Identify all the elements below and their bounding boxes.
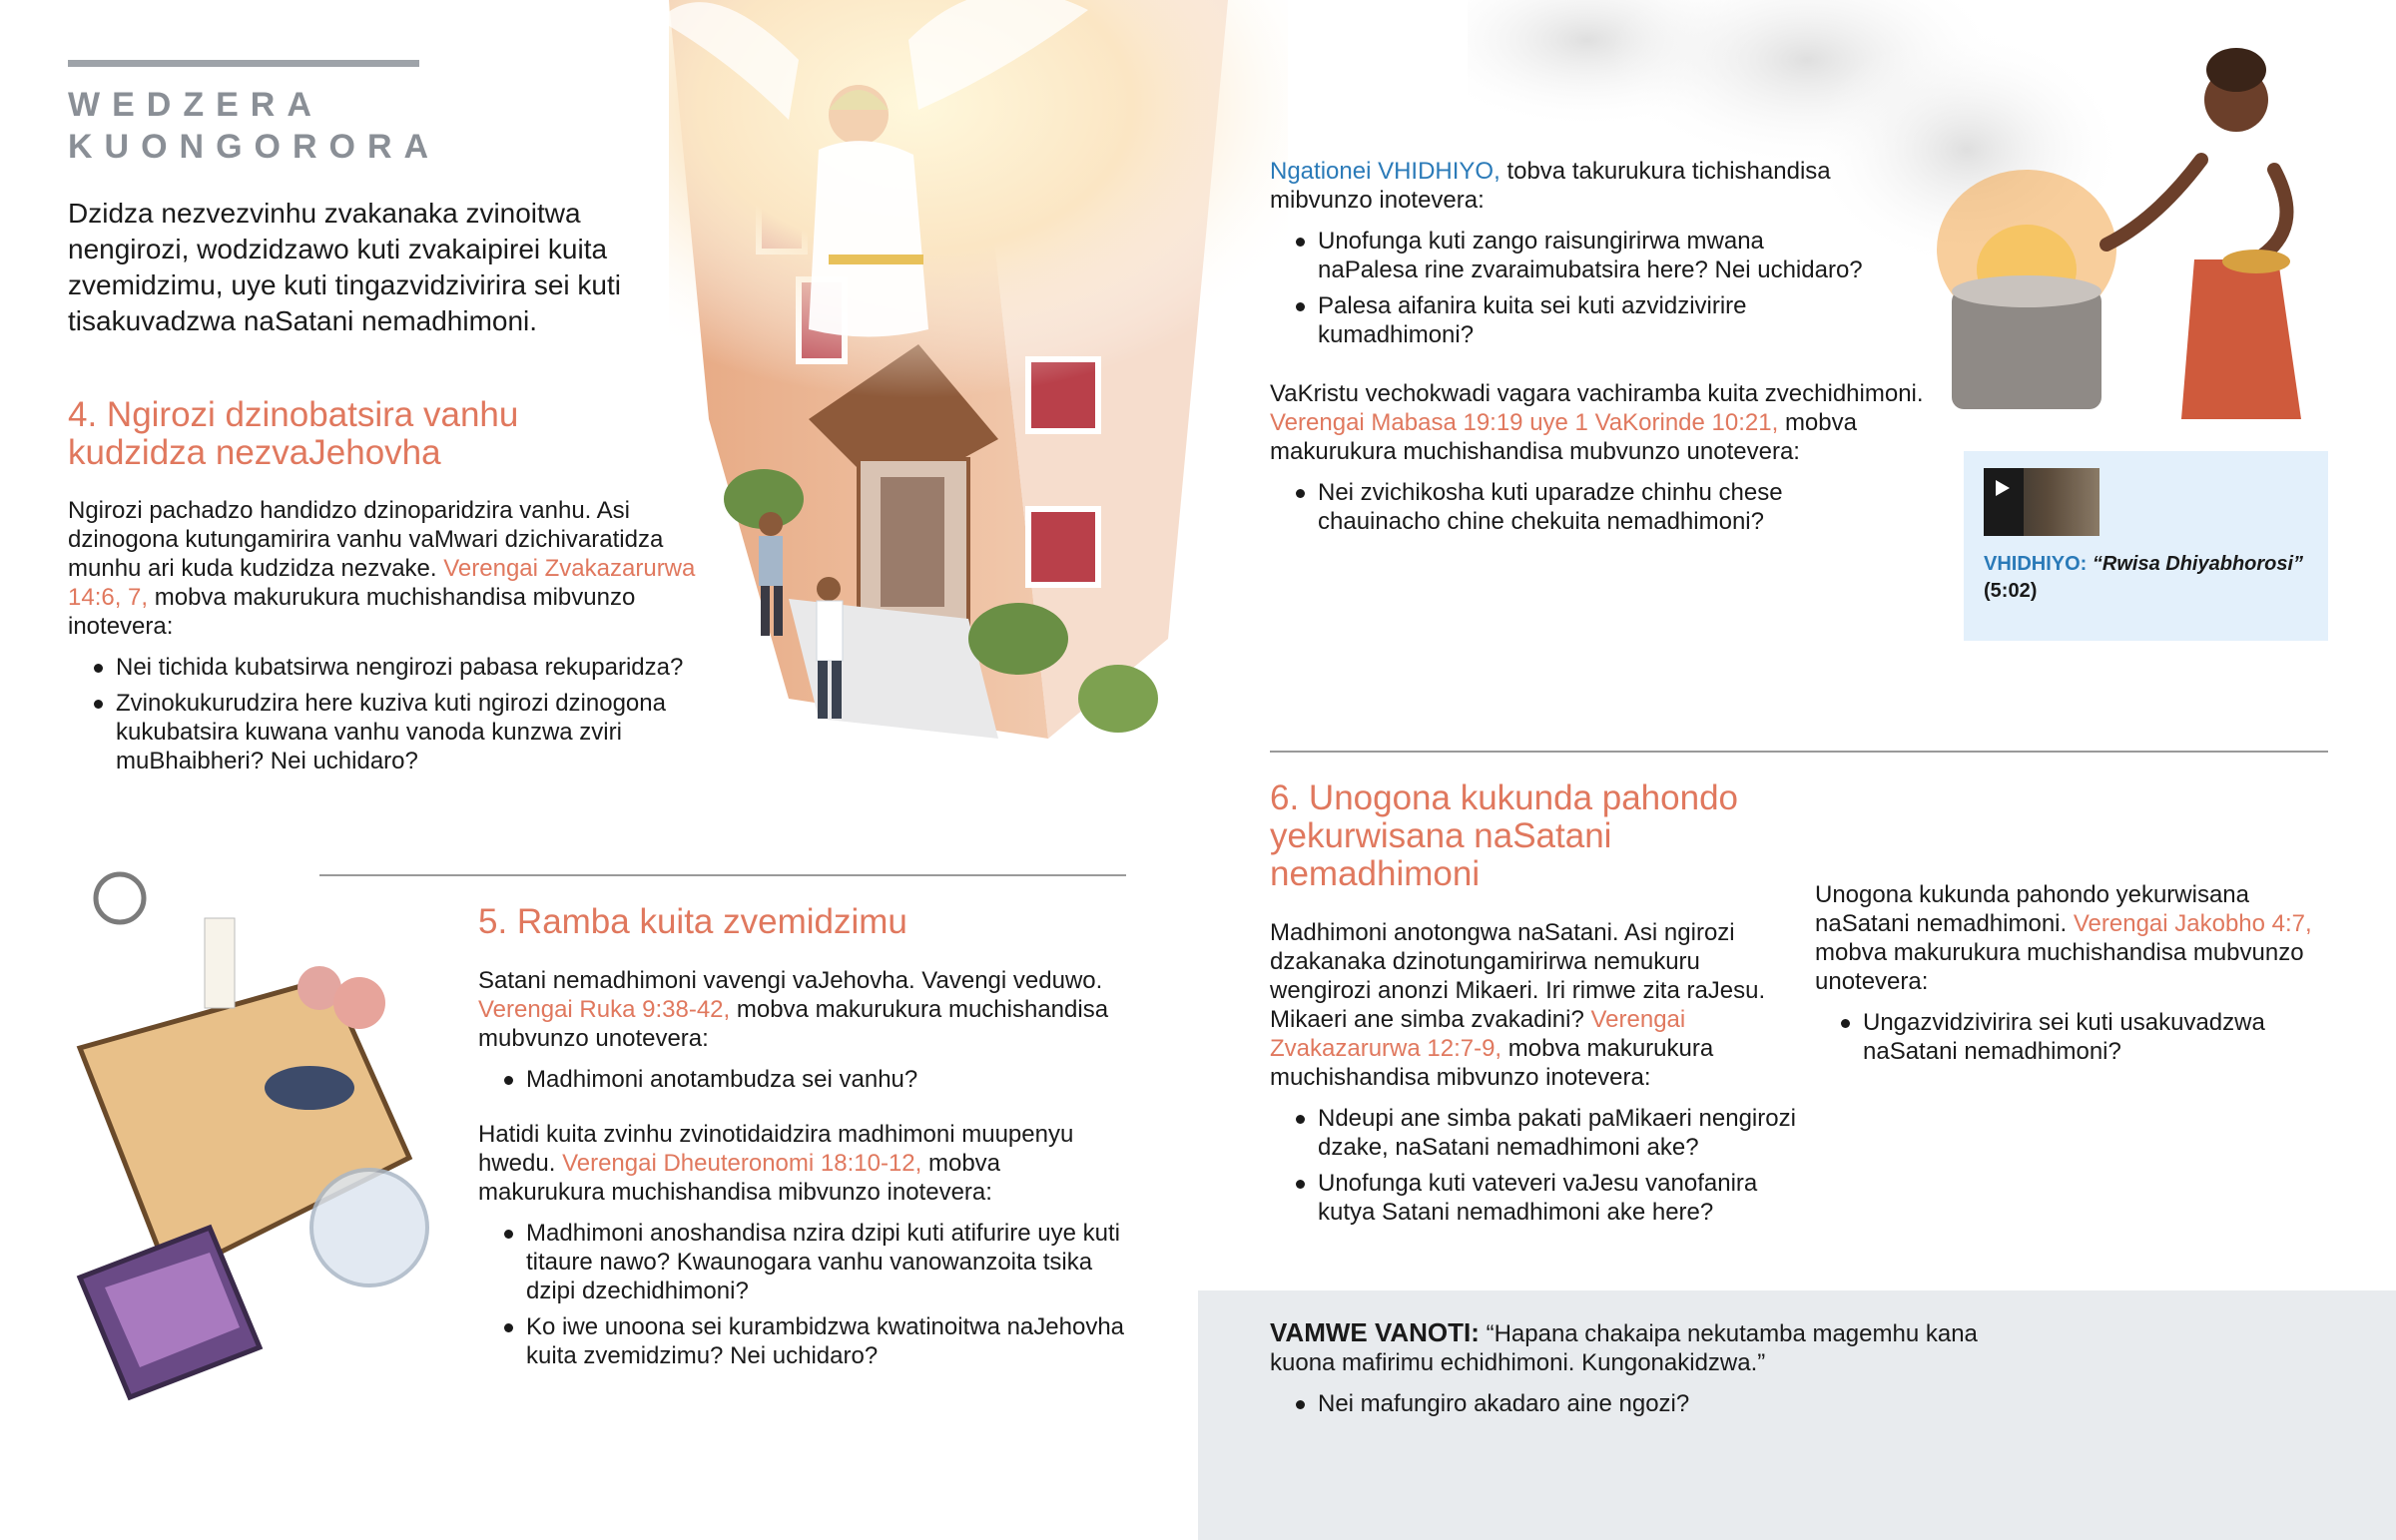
list-item: Zvinokukurudzira here kuziva kuti ngirozi dzinogona kukubatsira kuwana vanhu vanoda kunzwa zviri muBhaibheri? Nei uchidaro? (68, 689, 722, 775)
video-discussion-paragraph (1270, 379, 1929, 466)
video-discussion-lead (1270, 157, 1929, 215)
video-questions-1 (1270, 227, 1909, 349)
section-5-para2-text: Hatidi kuita zvinhu zvinotidaidzira madhimoni muupenyu hwedu. (478, 1121, 1074, 1177)
list-item: Madhimoni anotambudza sei vanhu? (478, 1065, 1127, 1094)
intro-text: Dzidza nezvezvinhu zvakanaka zvinoitwa nengirozi, wodzidzawo kuti zvakaipirei kuita zvemidzimu, uye kuti tingazvidzivirira sei kuti tisakuvadzwa naSatani nemadhimoni. (68, 198, 621, 336)
section-5-questions-1 (478, 1065, 1127, 1094)
list-item: Ungazvidzivirira sei kuti usakuvadzwa naSatani nemadhimoni? (1815, 1008, 2334, 1066)
video-label: VHIDHIYO: (1984, 553, 2088, 575)
section-5-body (478, 966, 1127, 1370)
section-5-scripture-ref-1[interactable]: Verengai Ruka 9:38-42, (478, 996, 731, 1023)
section-5-title: 5. Ramba kuita zvemidzimu (478, 902, 907, 941)
section-label (68, 84, 440, 168)
section-5-paragraph-2 (478, 1120, 1127, 1207)
list-item: Unofunga kuti vateveri vaJesu vanofanira kutya Satani nemadhimoni ake here? (1270, 1169, 1799, 1227)
section-6-questions (1270, 1104, 1799, 1227)
section-6-right-questions (1815, 1008, 2334, 1066)
header-top-rule (68, 60, 419, 67)
angel-house-illustration (669, 0, 1288, 788)
section-6-right-para-tail: mobva makurukura muchishandisa mubvunzo unotevera: (1815, 939, 2304, 995)
list-item: Unofunga kuti zango raisungirirwa mwana naPalesa rine zvaraimubatsira here? Nei uchidaro? (1270, 227, 1909, 284)
others-say-quote (1270, 1318, 1989, 1377)
video-scripture-ref[interactable]: Verengai Mabasa 19:19 uye 1 VaKorinde 10:21, (1270, 409, 1779, 436)
section-6-right-para-text: Unogona kukunda pahondo yekurwisana naSatani nemadhimoni. (1815, 881, 2249, 937)
section-6-right-scripture-ref[interactable]: Verengai Jakobho 4:7, (2073, 910, 2312, 937)
list-item: Nei tichida kubatsirwa nengirozi pabasa rekuparidza? (68, 653, 722, 682)
section-5-para1-text: Satani nemadhimoni vavengi vaJehovha. Vavengi veduwo. (478, 967, 1103, 994)
section-4-title (68, 396, 667, 472)
section-5-questions-2 (478, 1219, 1127, 1370)
section-6-para-tail: mobva makurukura muchishandisa mibvunzo inotevera: (1270, 1035, 1714, 1091)
section-4-para-tail: mobva makurukura muchishandisa mibvunzo inotevera: (68, 584, 636, 640)
section-5-scripture-ref-2[interactable]: Verengai Dheuteronomi 18:10-12, (562, 1150, 922, 1177)
section-6-title-line2: yekurwisana naSatani (1270, 816, 1612, 855)
others-say-questions (1270, 1389, 1989, 1418)
list-item: Ko iwe unoona sei kurambidzwa kwatinoitwa naJehovha kuita zvemidzimu? Nei uchidaro? (478, 1312, 1127, 1370)
section-6-title-line1: 6. Unogona kukunda pahondo (1270, 778, 1739, 817)
video-questions-2 (1270, 478, 1909, 536)
section-4-body (68, 496, 722, 775)
section-4-scripture-ref[interactable]: Verengai Zvakazarurwa 14:6, 7, (68, 555, 696, 611)
section-6-scripture-ref[interactable]: Verengai Zvakazarurwa 12:7-9, (1270, 1006, 1686, 1062)
occult-objects-illustration (60, 858, 479, 1437)
list-item: Ndeupi ane simba pakati paMikaeri nengirozi dzake, naSatani nemadhimoni ake? (1270, 1104, 1799, 1162)
section-6-para-text: Madhimoni anotongwa naSatani. Asi ngirozi dzakanaka dzinotungamirirwa nemukuru wengirozi anonzi Mikaeri. Iri rimwe zita raJesu. Mikaeri ane simba zvakadini? (1270, 919, 1766, 1033)
list-item: Palesa aifanira kuita sei kuti azvidzivirire kumadhimoni? (1270, 291, 1909, 349)
video-para-tail: mobva makurukura muchishandisa mubvunzo unotevera: (1270, 409, 1857, 465)
others-say-box (1198, 1290, 2396, 1540)
section-6-title (1270, 779, 1829, 893)
section-6-right-paragraph (1815, 880, 2334, 996)
others-say-label: VAMWE VANOTI: (1270, 1317, 1480, 1347)
section-4-title-line2: kudzidza nezvaJehovha (68, 433, 441, 472)
section-4-questions (68, 653, 722, 775)
section-label-line1: WEDZERA (68, 86, 323, 124)
section-6-body-left (1270, 918, 1799, 1227)
section-4-title-line1: 4. Ngirozi dzinobatsira vanhu (68, 395, 519, 434)
section-5-para1-tail: mobva makurukura muchishandisa mubvunzo unotevera: (478, 996, 1109, 1052)
section-6-title-line3: nemadhimoni (1270, 854, 1481, 893)
video-caption (1984, 551, 2303, 605)
video-lead-tail: tobva takurukura tichishandisa mibvunzo inotevera: (1270, 158, 1831, 214)
section-label-line2: KUONGORORA (68, 128, 441, 166)
video-thumbnail[interactable] (1984, 468, 2099, 536)
list-item: Nei mafungiro akadaro aine ngozi? (1270, 1389, 1989, 1418)
section-5-para2-tail: mobva makurukura muchishandisa mibvunzo inotevera: (478, 1150, 1001, 1206)
video-link[interactable]: Ngationei VHIDHIYO, (1270, 158, 1500, 185)
section-6-rule (1270, 751, 2328, 753)
section-4-paragraph (68, 496, 722, 641)
video-discussion (1270, 157, 1929, 536)
section-6-body-right (1815, 880, 2334, 1066)
others-say-quote-text: “Hapana chakaipa nekutamba magemhu kana kuona mafirimu echidhimoni. Kungonakidzwa.” (1270, 1320, 1978, 1376)
video-title[interactable]: “Rwisa Dhiyabhorosi” (2092, 553, 2304, 575)
section-5-paragraph-1 (478, 966, 1127, 1053)
section-4-para-text: Ngirozi pachadzo handidzo dzinoparidzira vanhu. Asi dzinogona kutungamirira vanhu vaMwari dzichivaratidza munhu ari kuda kudzidza nezvake. (68, 497, 664, 582)
play-icon[interactable] (1984, 468, 2024, 536)
others-say-content (1270, 1318, 1989, 1418)
list-item: Madhimoni anoshandisa nzira dzipi kuti atifurire uye kuti titaure nawo? Kwaunogara vanhu vanowanzoita tsika dzipi dzechidhimoni? (478, 1219, 1127, 1305)
list-item: Nei zvichikosha kuti uparadze chinhu chese chauinacho chine chekuita nemadhimoni? (1270, 478, 1909, 536)
video-para-text: VaKristu vechokwadi vagara vachiramba kuita zvechidhimoni. (1270, 380, 1924, 407)
video-card[interactable] (1964, 451, 2328, 641)
section-6-paragraph (1270, 918, 1799, 1092)
video-duration: (5:02) (1984, 580, 2038, 602)
